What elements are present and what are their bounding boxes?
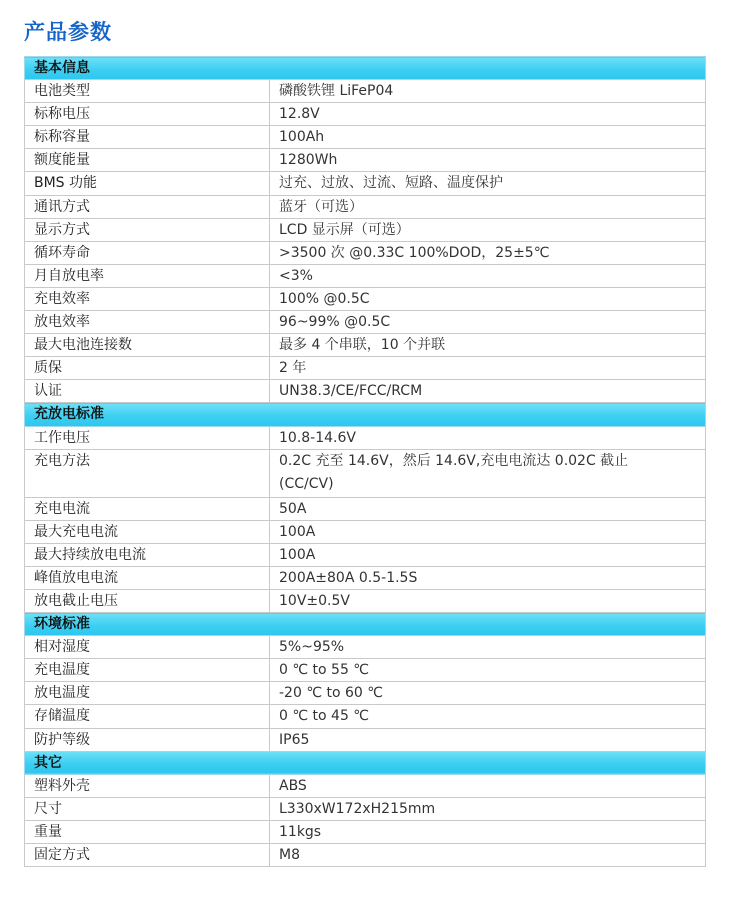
spec-label: 月自放电率 <box>25 264 270 287</box>
table-row <box>25 844 706 867</box>
table-row <box>25 728 706 751</box>
spec-label: 防护等级 <box>25 728 270 751</box>
spec-value: 2 年 <box>270 357 706 380</box>
spec-value: 5%~95% <box>270 636 706 659</box>
spec-value: 100Ah <box>270 126 706 149</box>
section-title: 其它 <box>25 751 706 774</box>
spec-label: 放电效率 <box>25 311 270 334</box>
spec-label: 充电电流 <box>25 497 270 520</box>
spec-label: 尺寸 <box>25 797 270 820</box>
table-row <box>25 80 706 103</box>
spec-value: 0 ℃ to 55 ℃ <box>270 659 706 682</box>
spec-label: 放电温度 <box>25 682 270 705</box>
section-header-row <box>25 613 706 636</box>
spec-label: 标称电压 <box>25 103 270 126</box>
spec-label: 最大电池连接数 <box>25 334 270 357</box>
spec-label: 标称容量 <box>25 126 270 149</box>
spec-label: 循环寿命 <box>25 241 270 264</box>
section-title: 基本信息 <box>25 57 706 80</box>
table-row <box>25 589 706 612</box>
spec-value: 磷酸铁锂 LiFeP04 <box>270 80 706 103</box>
table-row <box>25 705 706 728</box>
table-row <box>25 543 706 566</box>
spec-value: 1280Wh <box>270 149 706 172</box>
spec-label: 重量 <box>25 820 270 843</box>
table-row <box>25 380 706 403</box>
spec-label: 相对湿度 <box>25 636 270 659</box>
spec-value: 11kgs <box>270 820 706 843</box>
spec-label: 质保 <box>25 357 270 380</box>
table-row <box>25 241 706 264</box>
spec-value: -20 ℃ to 60 ℃ <box>270 682 706 705</box>
section-header-row <box>25 403 706 426</box>
spec-value: 50A <box>270 497 706 520</box>
table-row <box>25 311 706 334</box>
spec-value: L330xW172xH215mm <box>270 797 706 820</box>
spec-value: 100A <box>270 520 706 543</box>
spec-label: 放电截止电压 <box>25 589 270 612</box>
spec-label: 充电方法 <box>25 449 270 497</box>
spec-value: 10V±0.5V <box>270 589 706 612</box>
table-row <box>25 287 706 310</box>
spec-value: LCD 显示屏（可选） <box>270 218 706 241</box>
spec-label: 额度能量 <box>25 149 270 172</box>
spec-value: 100% @0.5C <box>270 287 706 310</box>
spec-table <box>24 56 706 867</box>
table-row <box>25 195 706 218</box>
table-row <box>25 126 706 149</box>
table-row <box>25 103 706 126</box>
spec-value: 最多 4 个串联，10 个并联 <box>270 334 706 357</box>
spec-value: >3500 次 @0.33C 100%DOD，25±5℃ <box>270 241 706 264</box>
spec-value: <3% <box>270 264 706 287</box>
spec-label: 最大充电电流 <box>25 520 270 543</box>
spec-value: 100A <box>270 543 706 566</box>
section-title: 充放电标准 <box>25 403 706 426</box>
spec-value: 过充、过放、过流、短路、温度保护 <box>270 172 706 195</box>
spec-value: 0.2C 充至 14.6V，然后 14.6V,充电电流达 0.02C 截止 (CC/CV) <box>270 449 706 497</box>
spec-label: 通讯方式 <box>25 195 270 218</box>
table-row <box>25 334 706 357</box>
table-row <box>25 682 706 705</box>
table-row <box>25 497 706 520</box>
table-row <box>25 774 706 797</box>
section-title: 环境标准 <box>25 613 706 636</box>
spec-value: 96~99% @0.5C <box>270 311 706 334</box>
table-row <box>25 149 706 172</box>
table-row <box>25 449 706 497</box>
spec-label: 最大持续放电电流 <box>25 543 270 566</box>
spec-label: 固定方式 <box>25 844 270 867</box>
spec-table-body <box>25 57 706 867</box>
spec-label: 显示方式 <box>25 218 270 241</box>
table-row <box>25 218 706 241</box>
table-row <box>25 636 706 659</box>
spec-value: ABS <box>270 774 706 797</box>
spec-value: M8 <box>270 844 706 867</box>
section-header-row <box>25 751 706 774</box>
table-row <box>25 264 706 287</box>
table-row <box>25 426 706 449</box>
spec-label: 工作电压 <box>25 426 270 449</box>
spec-value: 蓝牙（可选） <box>270 195 706 218</box>
spec-label: BMS 功能 <box>25 172 270 195</box>
spec-label: 认证 <box>25 380 270 403</box>
table-row <box>25 172 706 195</box>
table-row <box>25 520 706 543</box>
spec-label: 充电效率 <box>25 287 270 310</box>
page-title: 产品参数 <box>24 20 112 44</box>
spec-value: UN38.3/CE/FCC/RCM <box>270 380 706 403</box>
spec-value: 12.8V <box>270 103 706 126</box>
spec-label: 充电温度 <box>25 659 270 682</box>
table-row <box>25 797 706 820</box>
spec-label: 塑料外壳 <box>25 774 270 797</box>
spec-label: 存储温度 <box>25 705 270 728</box>
section-header-row <box>25 57 706 80</box>
spec-value: 10.8-14.6V <box>270 426 706 449</box>
spec-label: 峰值放电电流 <box>25 566 270 589</box>
spec-value: 0 ℃ to 45 ℃ <box>270 705 706 728</box>
table-row <box>25 566 706 589</box>
table-row <box>25 357 706 380</box>
spec-value: 200A±80A 0.5-1.5S <box>270 566 706 589</box>
table-row <box>25 820 706 843</box>
spec-label: 电池类型 <box>25 80 270 103</box>
table-row <box>25 659 706 682</box>
spec-value: IP65 <box>270 728 706 751</box>
